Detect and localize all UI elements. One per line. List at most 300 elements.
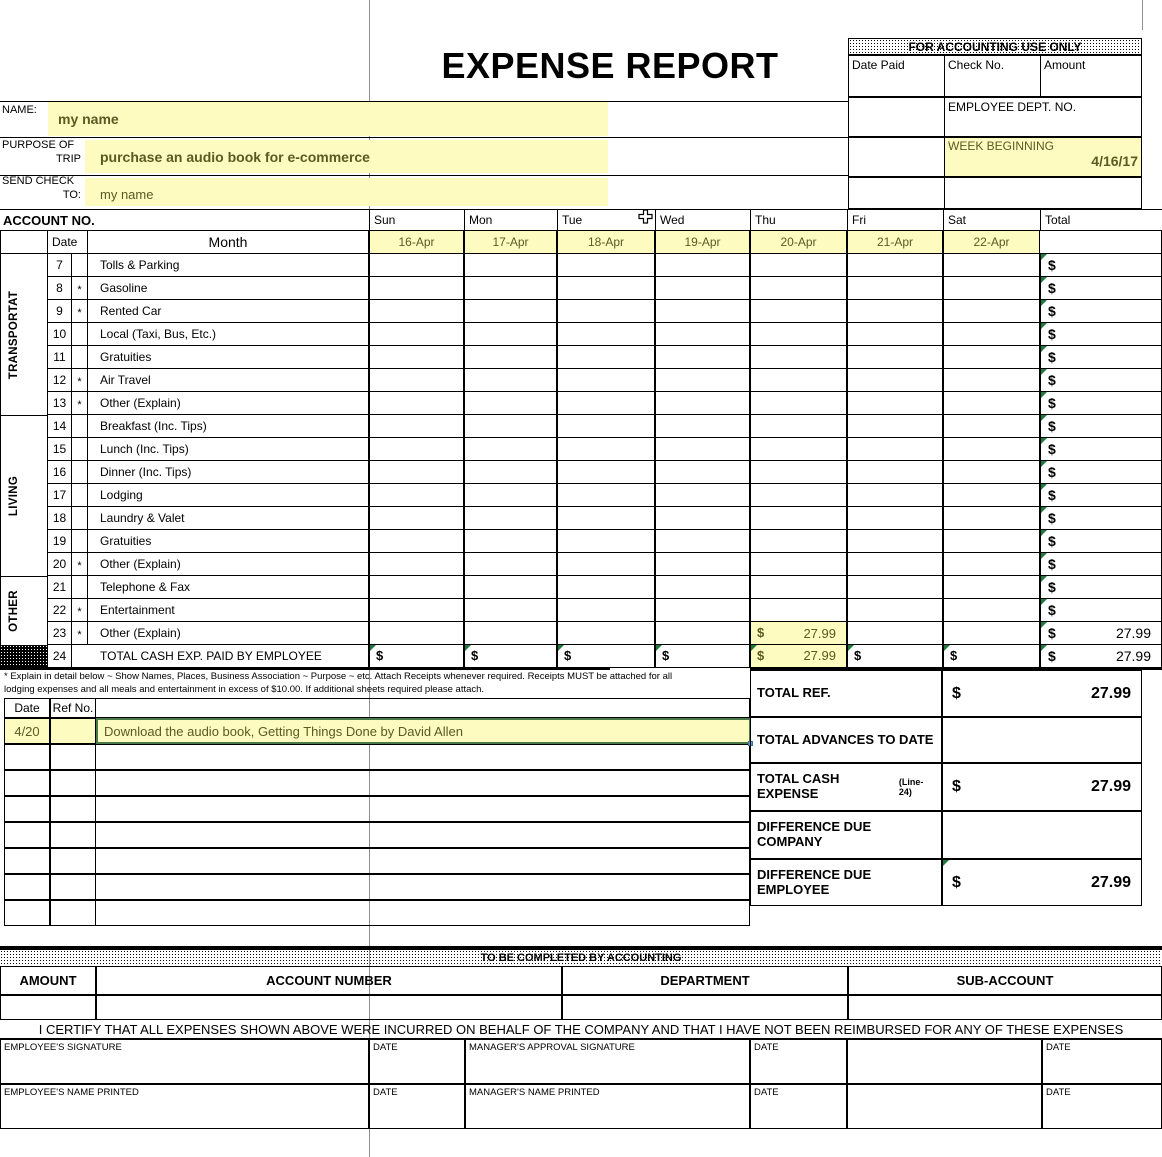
total-r21[interactable] bbox=[1040, 576, 1162, 599]
cell-r17-d1[interactable] bbox=[369, 484, 464, 507]
cell-r9-d2[interactable] bbox=[464, 300, 557, 323]
dollar-sign: $ bbox=[950, 648, 958, 663]
cell-r7-d7[interactable] bbox=[943, 254, 1040, 277]
cell-r7-d5[interactable] bbox=[750, 254, 847, 277]
date-header-1[interactable]: 16-Apr bbox=[369, 231, 464, 254]
accounting-value-amount[interactable] bbox=[0, 995, 96, 1020]
cell-r19-d6[interactable] bbox=[847, 530, 943, 553]
cell-r20-d6[interactable] bbox=[847, 553, 943, 576]
cell-r12-d5[interactable] bbox=[750, 369, 847, 392]
totals-amount: 27.99 bbox=[1090, 685, 1131, 702]
cell-r15-d1[interactable] bbox=[369, 438, 464, 461]
cell-r14-d3[interactable] bbox=[557, 415, 655, 438]
footnote-line1: * Explain in detail below ~ Show Names, Places, Business Association ~ Purpose ~ etc. Attach Receipts whenever required. Receipts MUST be attached for all bbox=[4, 671, 673, 682]
totals-label-text: TOTAL REF. bbox=[757, 685, 831, 701]
cell-r13-d1[interactable] bbox=[369, 392, 464, 415]
row-number-12: 12 bbox=[48, 369, 72, 392]
row-number-9: 9 bbox=[48, 300, 72, 323]
certification-text: I CERTIFY THAT ALL EXPENSES SHOWN ABOVE WERE INCURRED ON BEHALF OF THE COMPANY AND THAT I HAVE NOT BEEN REIMBURSED FOR ANY OF THESE EXPENSES bbox=[0, 1020, 1162, 1039]
row-desc-8: Gasoline bbox=[88, 277, 369, 300]
send-check-label-line1: SEND CHECK bbox=[2, 175, 75, 187]
manager-name-date-label[interactable]: DATE bbox=[750, 1084, 847, 1129]
cell-r11-d1[interactable] bbox=[369, 346, 464, 369]
dollar-sign: $ bbox=[1048, 648, 1056, 664]
cell-r23-d4[interactable] bbox=[655, 622, 750, 645]
cell-r8-d7[interactable] bbox=[943, 277, 1040, 300]
total-r17[interactable] bbox=[1040, 484, 1162, 507]
dollar-sign: $ bbox=[376, 648, 384, 663]
total-r20[interactable] bbox=[1040, 553, 1162, 576]
week-beginning-label: WEEK BEGINNING bbox=[948, 139, 1055, 153]
cell-value: 27.99 bbox=[803, 625, 836, 641]
employee-name-printed-label[interactable]: EMPLOYEE'S NAME PRINTED bbox=[0, 1084, 369, 1129]
day-header-fri: Fri bbox=[847, 210, 943, 230]
cell-r22-d3[interactable] bbox=[557, 599, 655, 622]
detail-date-7[interactable] bbox=[4, 874, 50, 900]
cell-r14-d4[interactable] bbox=[655, 415, 750, 438]
cell-r13-d5[interactable] bbox=[750, 392, 847, 415]
accounting-value-department[interactable] bbox=[562, 995, 848, 1020]
comment-indicator-icon bbox=[1041, 392, 1047, 398]
row-star-10 bbox=[72, 323, 88, 346]
row-desc-20: Other (Explain) bbox=[88, 553, 369, 576]
cell-r11-d7[interactable] bbox=[943, 346, 1040, 369]
dollar-sign: $ bbox=[1048, 303, 1056, 319]
detail-text-6[interactable] bbox=[96, 848, 750, 874]
totals-value-3[interactable] bbox=[942, 763, 1142, 811]
cell-r12-d1[interactable] bbox=[369, 369, 464, 392]
row-star-22: * bbox=[72, 599, 88, 622]
day-header-thu: Thu bbox=[750, 210, 847, 230]
comment-indicator-icon bbox=[1041, 599, 1047, 605]
accounting-amount-header: Amount bbox=[1040, 55, 1142, 97]
cell-r20-d1[interactable] bbox=[369, 553, 464, 576]
accounting-col-department: DEPARTMENT bbox=[562, 966, 848, 995]
total-r11[interactable] bbox=[1040, 346, 1162, 369]
row-desc-23: Other (Explain) bbox=[88, 622, 369, 645]
detail-text-7[interactable] bbox=[96, 874, 750, 900]
accounting-blank-right-2[interactable] bbox=[944, 177, 1142, 209]
total-col-dateheader bbox=[1040, 231, 1162, 254]
cell-r22-d2[interactable] bbox=[464, 599, 557, 622]
row-star-9: * bbox=[72, 300, 88, 323]
dollar-sign: $ bbox=[1048, 418, 1056, 434]
dollar-sign: $ bbox=[757, 648, 765, 663]
cell-r23-d3[interactable] bbox=[557, 622, 655, 645]
accounting-value-sub-account[interactable] bbox=[848, 995, 1162, 1020]
cell-r11-d6[interactable] bbox=[847, 346, 943, 369]
accounting-use-banner: FOR ACCOUNTING USE ONLY bbox=[848, 38, 1142, 55]
total-r14[interactable] bbox=[1040, 415, 1162, 438]
cell-r14-d5[interactable] bbox=[750, 415, 847, 438]
row-desc-9: Rented Car bbox=[88, 300, 369, 323]
total-r7[interactable] bbox=[1040, 254, 1162, 277]
cell-r10-d6[interactable] bbox=[847, 323, 943, 346]
cell-r10-d1[interactable] bbox=[369, 323, 464, 346]
cell-r9-d1[interactable] bbox=[369, 300, 464, 323]
totals-value-4[interactable] bbox=[942, 811, 1142, 859]
signature-row1-blank[interactable] bbox=[847, 1039, 1042, 1084]
cell-r16-d3[interactable] bbox=[557, 461, 655, 484]
total-r23[interactable] bbox=[1040, 622, 1162, 645]
cell-r20-d5[interactable] bbox=[750, 553, 847, 576]
row-number-21: 21 bbox=[48, 576, 72, 599]
page-break-line-2 bbox=[1142, 0, 1143, 30]
detail-date-2[interactable] bbox=[4, 744, 50, 770]
dollar-sign: $ bbox=[1048, 372, 1056, 388]
cell-r13-d3[interactable] bbox=[557, 392, 655, 415]
manager-signature-date-label[interactable]: DATE bbox=[750, 1039, 847, 1084]
row-star-8: * bbox=[72, 277, 88, 300]
purpose-row-topline bbox=[0, 137, 848, 138]
date-header-3[interactable]: 18-Apr bbox=[557, 231, 655, 254]
date-header-5[interactable]: 20-Apr bbox=[750, 231, 847, 254]
cell-r9-d5[interactable] bbox=[750, 300, 847, 323]
comment-indicator-icon bbox=[1041, 530, 1047, 536]
footnote-line2: lodging expenses and all meals and entertainment in excess of $10.00. If additional sheets required please attach. bbox=[4, 684, 485, 695]
comment-indicator-icon bbox=[1041, 484, 1047, 490]
detail-ref-4[interactable] bbox=[50, 796, 96, 822]
row-number-14: 14 bbox=[48, 415, 72, 438]
cell-r15-d5[interactable] bbox=[750, 438, 847, 461]
total-r12[interactable] bbox=[1040, 369, 1162, 392]
cell-r12-d2[interactable] bbox=[464, 369, 557, 392]
row-desc-13: Other (Explain) bbox=[88, 392, 369, 415]
comment-indicator-icon bbox=[1041, 346, 1047, 352]
row-number-23: 23 bbox=[48, 622, 72, 645]
cell-r16-d4[interactable] bbox=[655, 461, 750, 484]
totals-label-text: TOTAL CASH EXPENSE bbox=[757, 771, 840, 801]
cell-r18-d6[interactable] bbox=[847, 507, 943, 530]
cell-r19-d1[interactable] bbox=[369, 530, 464, 553]
cell-r20-d7[interactable] bbox=[943, 553, 1040, 576]
total24-d2[interactable] bbox=[464, 645, 557, 668]
dollar-sign: $ bbox=[1048, 257, 1056, 273]
total24-d1[interactable] bbox=[369, 645, 464, 668]
cell-r16-d2[interactable] bbox=[464, 461, 557, 484]
cell-r18-d5[interactable] bbox=[750, 507, 847, 530]
cell-r12-d6[interactable] bbox=[847, 369, 943, 392]
total-r18[interactable] bbox=[1040, 507, 1162, 530]
dollar-sign: $ bbox=[1048, 464, 1056, 480]
cell-r19-d5[interactable] bbox=[750, 530, 847, 553]
cell-r14-d2[interactable] bbox=[464, 415, 557, 438]
comment-indicator-icon bbox=[1041, 576, 1047, 582]
row-star-19 bbox=[72, 530, 88, 553]
date-header-6[interactable]: 21-Apr bbox=[847, 231, 943, 254]
cell-r21-d2[interactable] bbox=[464, 576, 557, 599]
cell-r7-d6[interactable] bbox=[847, 254, 943, 277]
cell-r13-d6[interactable] bbox=[847, 392, 943, 415]
cell-r15-d6[interactable] bbox=[847, 438, 943, 461]
cell-r21-d1[interactable] bbox=[369, 576, 464, 599]
detail-ref-8[interactable] bbox=[50, 900, 96, 926]
totals-value-5[interactable] bbox=[942, 859, 1142, 906]
cell-r16-d7[interactable] bbox=[943, 461, 1040, 484]
row-star-23: * bbox=[72, 622, 88, 645]
cell-r20-d3[interactable] bbox=[557, 553, 655, 576]
accounting-check-no-header: Check No. bbox=[944, 55, 1041, 97]
accounting-value-account-number[interactable] bbox=[96, 995, 562, 1020]
manager-approval-signature-label[interactable]: MANAGER'S APPROVAL SIGNATURE bbox=[465, 1039, 750, 1084]
row-desc-21: Telephone & Fax bbox=[88, 576, 369, 599]
section-label-gutter-header bbox=[0, 231, 48, 254]
day-header-sun: Sun bbox=[369, 210, 464, 230]
cell-r12-d4[interactable] bbox=[655, 369, 750, 392]
row-desc-17: Lodging bbox=[88, 484, 369, 507]
cell-r9-d6[interactable] bbox=[847, 300, 943, 323]
totals-label-text: DIFFERENCE DUE COMPANY bbox=[757, 819, 872, 849]
cell-r9-d3[interactable] bbox=[557, 300, 655, 323]
cell-r20-d4[interactable] bbox=[655, 553, 750, 576]
row-star-18 bbox=[72, 507, 88, 530]
accounting-date-paid-value[interactable] bbox=[848, 97, 945, 137]
total24-d3[interactable] bbox=[557, 645, 655, 668]
cell-r8-d6[interactable] bbox=[847, 277, 943, 300]
cell-r22-d1[interactable] bbox=[369, 599, 464, 622]
cell-r18-d2[interactable] bbox=[464, 507, 557, 530]
date-header-2[interactable]: 17-Apr bbox=[464, 231, 557, 254]
cell-r21-d7[interactable] bbox=[943, 576, 1040, 599]
cell-r16-d6[interactable] bbox=[847, 461, 943, 484]
detail-text-5[interactable] bbox=[96, 822, 750, 848]
cell-r22-d7[interactable] bbox=[943, 599, 1040, 622]
grand-total-cell[interactable] bbox=[1040, 645, 1162, 668]
cell-r10-d5[interactable] bbox=[750, 323, 847, 346]
cell-r23-d2[interactable] bbox=[464, 622, 557, 645]
section-label-other-text: OTHER bbox=[8, 589, 20, 632]
dollar-sign: $ bbox=[952, 685, 961, 702]
cell-r7-d2[interactable] bbox=[464, 254, 557, 277]
detail-ref-7[interactable] bbox=[50, 874, 96, 900]
detail-ref-1[interactable] bbox=[50, 718, 96, 744]
totals-value-2[interactable] bbox=[942, 717, 1142, 763]
signature-row1-date-label[interactable]: DATE bbox=[1042, 1039, 1162, 1084]
row-desc-18: Laundry & Valet bbox=[88, 507, 369, 530]
cell-r21-d4[interactable] bbox=[655, 576, 750, 599]
cell-r10-d7[interactable] bbox=[943, 323, 1040, 346]
selected-cell-outline[interactable] bbox=[96, 718, 751, 744]
dollar-sign: $ bbox=[1048, 280, 1056, 296]
cell-r20-d2[interactable] bbox=[464, 553, 557, 576]
accounting-blank-left-2[interactable] bbox=[848, 177, 945, 209]
dollar-sign: $ bbox=[662, 648, 670, 663]
cell-r23-d7[interactable] bbox=[943, 622, 1040, 645]
comment-indicator-icon bbox=[1041, 415, 1047, 421]
cell-r18-d3[interactable] bbox=[557, 507, 655, 530]
comment-indicator-icon bbox=[1041, 300, 1047, 306]
total-r15[interactable] bbox=[1040, 438, 1162, 461]
total24-d5[interactable] bbox=[750, 645, 847, 668]
detail-date-3[interactable] bbox=[4, 770, 50, 796]
detail-date-6[interactable] bbox=[4, 848, 50, 874]
total-r8[interactable] bbox=[1040, 277, 1162, 300]
total24-d7[interactable] bbox=[943, 645, 1040, 668]
row-number-24: 24 bbox=[48, 645, 72, 668]
row-desc-22: Entertainment bbox=[88, 599, 369, 622]
dollar-sign: $ bbox=[952, 778, 961, 795]
dollar-sign: $ bbox=[1048, 349, 1056, 365]
detail-ref-6[interactable] bbox=[50, 848, 96, 874]
detail-date-8[interactable] bbox=[4, 900, 50, 926]
detail-text-8[interactable] bbox=[96, 900, 750, 926]
total-r13[interactable] bbox=[1040, 392, 1162, 415]
signature-row2-blank[interactable] bbox=[847, 1084, 1042, 1129]
cell-r15-d3[interactable] bbox=[557, 438, 655, 461]
total-column-header: Total bbox=[1040, 210, 1162, 230]
employee-signature-date-label[interactable]: DATE bbox=[369, 1039, 465, 1084]
sendcheck-row-topline bbox=[0, 175, 848, 176]
detail-col-ref-header: Ref No. bbox=[50, 698, 96, 718]
total24-value: 27.99 bbox=[803, 648, 836, 663]
cell-r14-d7[interactable] bbox=[943, 415, 1040, 438]
cell-r21-d6[interactable] bbox=[847, 576, 943, 599]
cell-r11-d4[interactable] bbox=[655, 346, 750, 369]
cell-r19-d2[interactable] bbox=[464, 530, 557, 553]
total-r9[interactable] bbox=[1040, 300, 1162, 323]
cell-r11-d3[interactable] bbox=[557, 346, 655, 369]
cell-r8-d2[interactable] bbox=[464, 277, 557, 300]
cell-r17-d3[interactable] bbox=[557, 484, 655, 507]
comment-indicator-icon bbox=[1041, 369, 1047, 375]
comment-indicator-icon bbox=[1041, 461, 1047, 467]
accounting-blank-left-1[interactable] bbox=[848, 137, 945, 177]
total-r16[interactable] bbox=[1040, 461, 1162, 484]
cell-r17-d5[interactable] bbox=[750, 484, 847, 507]
cell-r17-d7[interactable] bbox=[943, 484, 1040, 507]
detail-text-4[interactable] bbox=[96, 796, 750, 822]
dollar-sign: $ bbox=[1048, 579, 1056, 595]
detail-col-date-header: Date bbox=[4, 698, 50, 718]
date-header-7[interactable]: 22-Apr bbox=[943, 231, 1040, 254]
totals-value-1[interactable] bbox=[942, 670, 1142, 717]
cell-r17-d4[interactable] bbox=[655, 484, 750, 507]
cell-r16-d5[interactable] bbox=[750, 461, 847, 484]
cell-r13-d2[interactable] bbox=[464, 392, 557, 415]
detail-ref-3[interactable] bbox=[50, 770, 96, 796]
row-star-13: * bbox=[72, 392, 88, 415]
cell-r7-d3[interactable] bbox=[557, 254, 655, 277]
cell-r19-d4[interactable] bbox=[655, 530, 750, 553]
detail-text-1[interactable]: Download the audio book, Getting Things Done by David Allen bbox=[96, 718, 750, 744]
accounting-banner: TO BE COMPLETED BY ACCOUNTING bbox=[0, 950, 1162, 966]
cell-r23-d5[interactable] bbox=[750, 622, 847, 645]
cell-r8-d1[interactable] bbox=[369, 277, 464, 300]
cell-r19-d3[interactable] bbox=[557, 530, 655, 553]
name-label: NAME: bbox=[2, 104, 37, 116]
employee-name-date-label[interactable]: DATE bbox=[369, 1084, 465, 1129]
cell-r23-d1[interactable] bbox=[369, 622, 464, 645]
cell-r21-d3[interactable] bbox=[557, 576, 655, 599]
row-star-11 bbox=[72, 346, 88, 369]
detail-ref-2[interactable] bbox=[50, 744, 96, 770]
row-number-11: 11 bbox=[48, 346, 72, 369]
detail-text-3[interactable] bbox=[96, 770, 750, 796]
total24-d6[interactable] bbox=[847, 645, 943, 668]
cell-r11-d2[interactable] bbox=[464, 346, 557, 369]
manager-name-printed-label[interactable]: MANAGER'S NAME PRINTED bbox=[465, 1084, 750, 1129]
cell-r21-d5[interactable] bbox=[750, 576, 847, 599]
detail-date-4[interactable] bbox=[4, 796, 50, 822]
cell-r11-d5[interactable] bbox=[750, 346, 847, 369]
total24-d4[interactable] bbox=[655, 645, 750, 668]
comment-indicator-icon bbox=[1041, 553, 1047, 559]
cell-r15-d2[interactable] bbox=[464, 438, 557, 461]
dollar-sign: $ bbox=[854, 648, 862, 663]
account-no-label: ACCOUNT NO. bbox=[3, 212, 95, 228]
cell-r14-d6[interactable] bbox=[847, 415, 943, 438]
cell-r8-d5[interactable] bbox=[750, 277, 847, 300]
signature-row2-date-label[interactable]: DATE bbox=[1042, 1084, 1162, 1129]
cell-r18-d1[interactable] bbox=[369, 507, 464, 530]
row-number-18: 18 bbox=[48, 507, 72, 530]
row-number-19: 19 bbox=[48, 530, 72, 553]
detail-date-1[interactable]: 4/20 bbox=[4, 718, 50, 744]
page-title: EXPENSE REPORT bbox=[441, 45, 779, 86]
cell-r13-d7[interactable] bbox=[943, 392, 1040, 415]
cell-r12-d7[interactable] bbox=[943, 369, 1040, 392]
cell-r13-d4[interactable] bbox=[655, 392, 750, 415]
cell-r7-d4[interactable] bbox=[655, 254, 750, 277]
row-star-14 bbox=[72, 415, 88, 438]
row-number-17: 17 bbox=[48, 484, 72, 507]
cell-r23-d6[interactable] bbox=[847, 622, 943, 645]
total-r10[interactable] bbox=[1040, 323, 1162, 346]
comment-indicator-icon bbox=[1041, 645, 1047, 651]
cell-r16-d1[interactable] bbox=[369, 461, 464, 484]
dollar-sign: $ bbox=[1048, 510, 1056, 526]
section-label-living-text: LIVING bbox=[8, 475, 21, 516]
cell-r8-d4[interactable] bbox=[655, 277, 750, 300]
totals-sublabel-text: (Line-24) bbox=[898, 776, 924, 797]
cell-r9-d7[interactable] bbox=[943, 300, 1040, 323]
cell-r9-d4[interactable] bbox=[655, 300, 750, 323]
date-header-4[interactable]: 19-Apr bbox=[655, 231, 750, 254]
cell-r15-d4[interactable] bbox=[655, 438, 750, 461]
cell-r7-d1[interactable] bbox=[369, 254, 464, 277]
cell-r10-d2[interactable] bbox=[464, 323, 557, 346]
cell-r15-d7[interactable] bbox=[943, 438, 1040, 461]
cell-r22-d6[interactable] bbox=[847, 599, 943, 622]
totals-label-5 bbox=[750, 859, 942, 906]
month-header: Month bbox=[88, 231, 369, 254]
cell-r19-d7[interactable] bbox=[943, 530, 1040, 553]
row-star-16 bbox=[72, 461, 88, 484]
detail-ref-5[interactable] bbox=[50, 822, 96, 848]
detail-date-5[interactable] bbox=[4, 822, 50, 848]
row-desc-16: Dinner (Inc. Tips) bbox=[88, 461, 369, 484]
cell-r22-d5[interactable] bbox=[750, 599, 847, 622]
detail-text-2[interactable] bbox=[96, 744, 750, 770]
cell-r22-d4[interactable] bbox=[655, 599, 750, 622]
cell-r14-d1[interactable] bbox=[369, 415, 464, 438]
cell-r18-d4[interactable] bbox=[655, 507, 750, 530]
employee-dept-no-label: EMPLOYEE DEPT. NO. bbox=[944, 97, 1142, 137]
employee-signature-label[interactable]: EMPLOYEE'S SIGNATURE bbox=[0, 1039, 369, 1084]
cell-r10-d3[interactable] bbox=[557, 323, 655, 346]
cell-r10-d4[interactable] bbox=[655, 323, 750, 346]
cell-r17-d6[interactable] bbox=[847, 484, 943, 507]
cell-r12-d3[interactable] bbox=[557, 369, 655, 392]
accounting-col-amount: AMOUNT bbox=[0, 966, 96, 995]
cell-r8-d3[interactable] bbox=[557, 277, 655, 300]
total-r22[interactable] bbox=[1040, 599, 1162, 622]
dollar-sign: $ bbox=[1048, 395, 1056, 411]
total-r19[interactable] bbox=[1040, 530, 1162, 553]
day-header-sat: Sat bbox=[943, 210, 1040, 230]
cell-r18-d7[interactable] bbox=[943, 507, 1040, 530]
cell-r17-d2[interactable] bbox=[464, 484, 557, 507]
